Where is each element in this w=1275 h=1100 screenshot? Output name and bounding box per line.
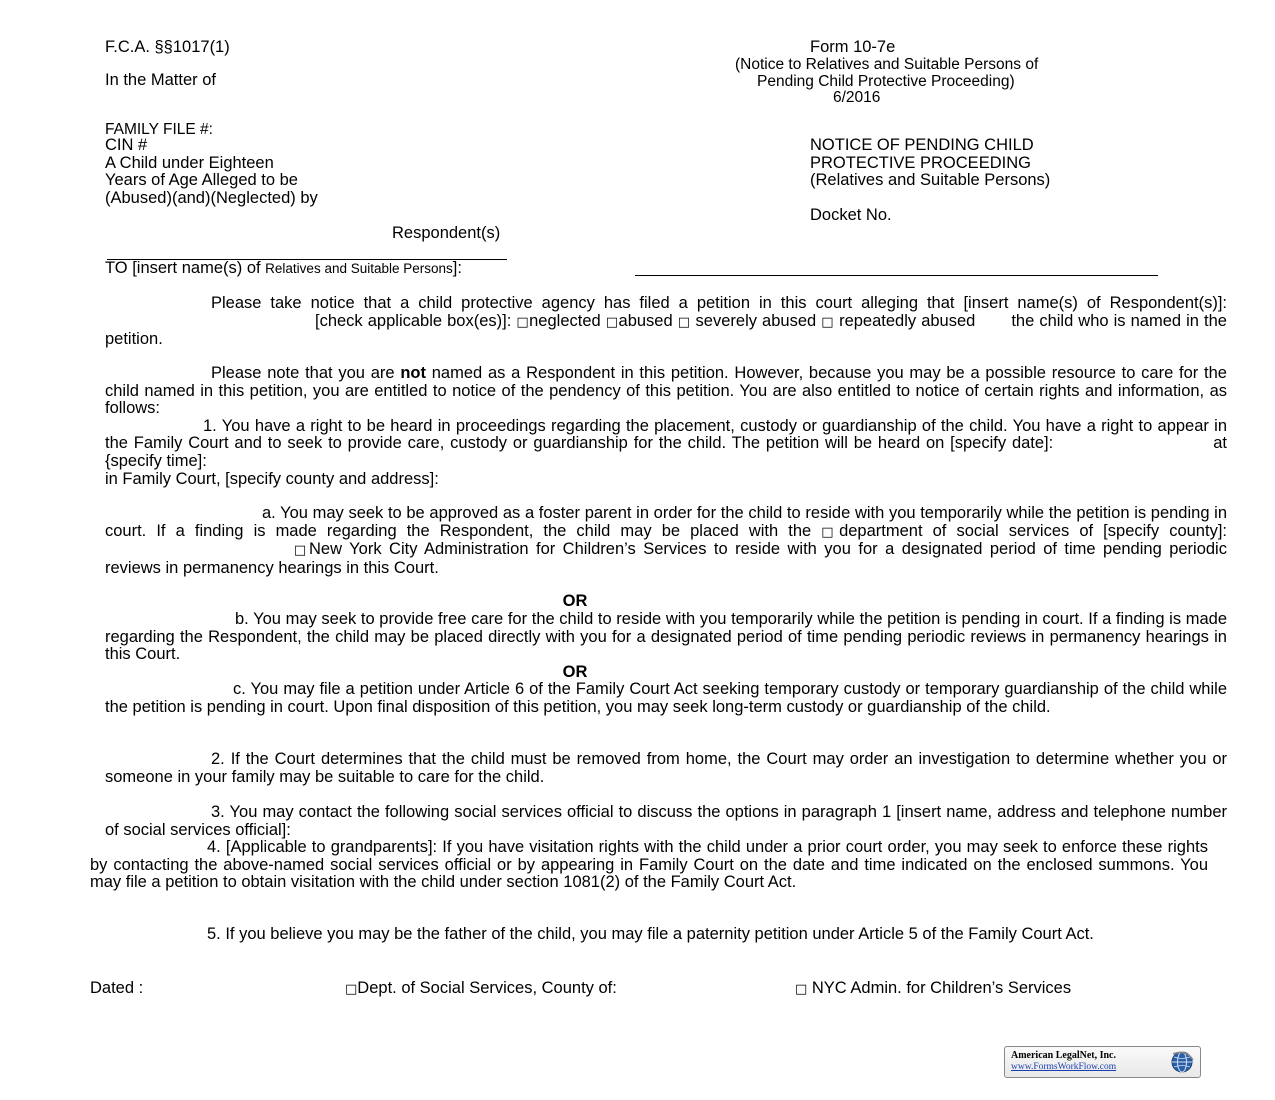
nyc-admin-checkbox[interactable]: □ xyxy=(795,982,808,997)
dss-county-option: □Dept. of Social Services, County of: xyxy=(345,979,617,997)
docket-label: Docket No. xyxy=(810,206,892,224)
petition-notice-paragraph: Please take notice that a child protective agency has filed a petition in this court alleging that [insert name(s) of Respondent(s)]:[check applicable box(es)]: □neglected □abused □ severely abused □ repeatedly abused the child who is named in the petition. xyxy=(105,294,1227,349)
item-1c: c. You may file a petition under Article 6 of the Family Court Act seeking temporary custody or temporary guardianship of the child while the petition is pending in court. Upon final disposition of this petition, you may seek long-term custody or guardianship of the child. xyxy=(105,680,1227,716)
form-description-1: (Notice to Relatives and Suitable Persons of xyxy=(735,56,1039,73)
dss-checkbox[interactable]: □ xyxy=(821,524,840,540)
not-respondent-paragraph: Please note that you are not named as a Respondent in this petition. However, because you may be a possible resource to care for the child named in this petition, you are entitled to notice of the pendency of this petition. You are also entitled to notice of certain rights and information, as follows: 1. You have a right to be heard in proceedings regarding the placement, custody or guardianship of the child. You have a right to appear in the Family Court and to seek to provide care, custody or guardianship for the child. The petition will be heard on [specify date]: at {specify time]: in Family Court, [specify county and address]: xyxy=(105,364,1227,488)
dated-label: Dated : xyxy=(90,979,144,997)
globe-icon xyxy=(1170,1050,1194,1074)
item-1: 1. You have a right to be heard in proceedings regarding the placement, custody or guardianship of the child. You have a right to appear in the Family Court and to seek to provide care, custody or guardianship for the child. The petition will be heard on [specify date]: at {specify time]: xyxy=(105,416,1227,470)
or-separator-1: OR xyxy=(562,592,588,610)
notice-title-2: PROTECTIVE PROCEEDING xyxy=(810,154,1031,172)
form-description-2: Pending Child Protective Proceeding) xyxy=(757,73,1015,90)
notice-title-3: (Relatives and Suitable Persons) xyxy=(810,171,1051,189)
child-line-3: (Abused)(and)(Neglected) by xyxy=(105,189,318,207)
severely-abused-checkbox[interactable]: □ xyxy=(677,314,691,330)
dss-county-checkbox[interactable]: □ xyxy=(345,982,358,997)
item-4: 4. [Applicable to grandparents]: If you have visitation rights with the child under a prior court order, you may seek to enforce these rights by contacting the above-named social services official or by appearing in Family Court on the date and time indicated on the enclosed summons. You may file a petition to obtain visitation with the child under section 1081(2) of the Family Court Act. xyxy=(90,838,1208,892)
notice-title-1: NOTICE OF PENDING CHILD xyxy=(810,136,1034,154)
repeatedly-abused-checkbox[interactable]: □ xyxy=(821,314,835,330)
child-line-1: A Child under Eighteen xyxy=(105,154,274,172)
abused-checkbox[interactable]: □ xyxy=(605,314,619,330)
form-date: 6/2016 xyxy=(833,89,881,106)
item-1b: b. You may seek to provide free care for the child to reside with you temporarily while the petition is pending in court. If a finding is made regarding the Respondent, the child may be placed directly with you for a designated period of time pending periodic reviews in permanency hearings in this Court. xyxy=(105,610,1227,664)
neglected-checkbox[interactable]: □ xyxy=(516,314,530,330)
to-name-field[interactable] xyxy=(635,275,1158,276)
logo-company-name: American LegalNet, Inc. xyxy=(1011,1050,1116,1061)
statute-reference: F.C.A. §§1017(1) xyxy=(105,38,230,56)
american-legalnet-logo[interactable] xyxy=(1004,1046,1201,1078)
respondents-label: Respondent(s) xyxy=(392,224,501,242)
nyc-acs-option: □ NYC Admin. for Children’s Services xyxy=(795,979,1072,997)
in-the-matter: In the Matter of xyxy=(105,71,216,89)
item-5: 5. If you believe you may be the father of the child, you may file a paternity petition under Article 5 of the Family Court Act. xyxy=(207,925,1094,943)
logo-url-link[interactable]: www.FormsWorkFlow.com xyxy=(1011,1062,1117,1072)
to-line: TO [insert name(s) of Relatives and Suitable Persons]: xyxy=(105,259,462,277)
item-3: 3. You may contact the following social services official to discuss the options in paragraph 1 [insert name, address and telephone number of social services official]: xyxy=(105,803,1227,839)
item-1a: a. You may seek to be approved as a foster parent in order for the child to reside with you temporarily while the petition is pending in court. If a finding is made regarding the Respondent, the child may be placed with the □department of social services of [specify county]:□New York City Administration for Children’s Services to reside with you for a designated period of time pending periodic reviews in permanency hearings in this Court. xyxy=(105,504,1227,577)
item-2: 2. If the Court determines that the child must be removed from home, the Court may order an investigation to determine whether you or someone in your family may be suitable to care for the child. xyxy=(105,750,1227,786)
cin-label: CIN # xyxy=(105,136,148,154)
item-1-county: in Family Court, [specify county and address]: xyxy=(105,469,439,488)
or-separator-2: OR xyxy=(562,663,588,681)
child-line-2: Years of Age Alleged to be xyxy=(105,171,298,189)
family-file-label: FAMILY FILE #: xyxy=(105,121,213,138)
form-number: Form 10-7e xyxy=(810,38,896,56)
nyc-acs-checkbox[interactable]: □ xyxy=(291,543,310,559)
